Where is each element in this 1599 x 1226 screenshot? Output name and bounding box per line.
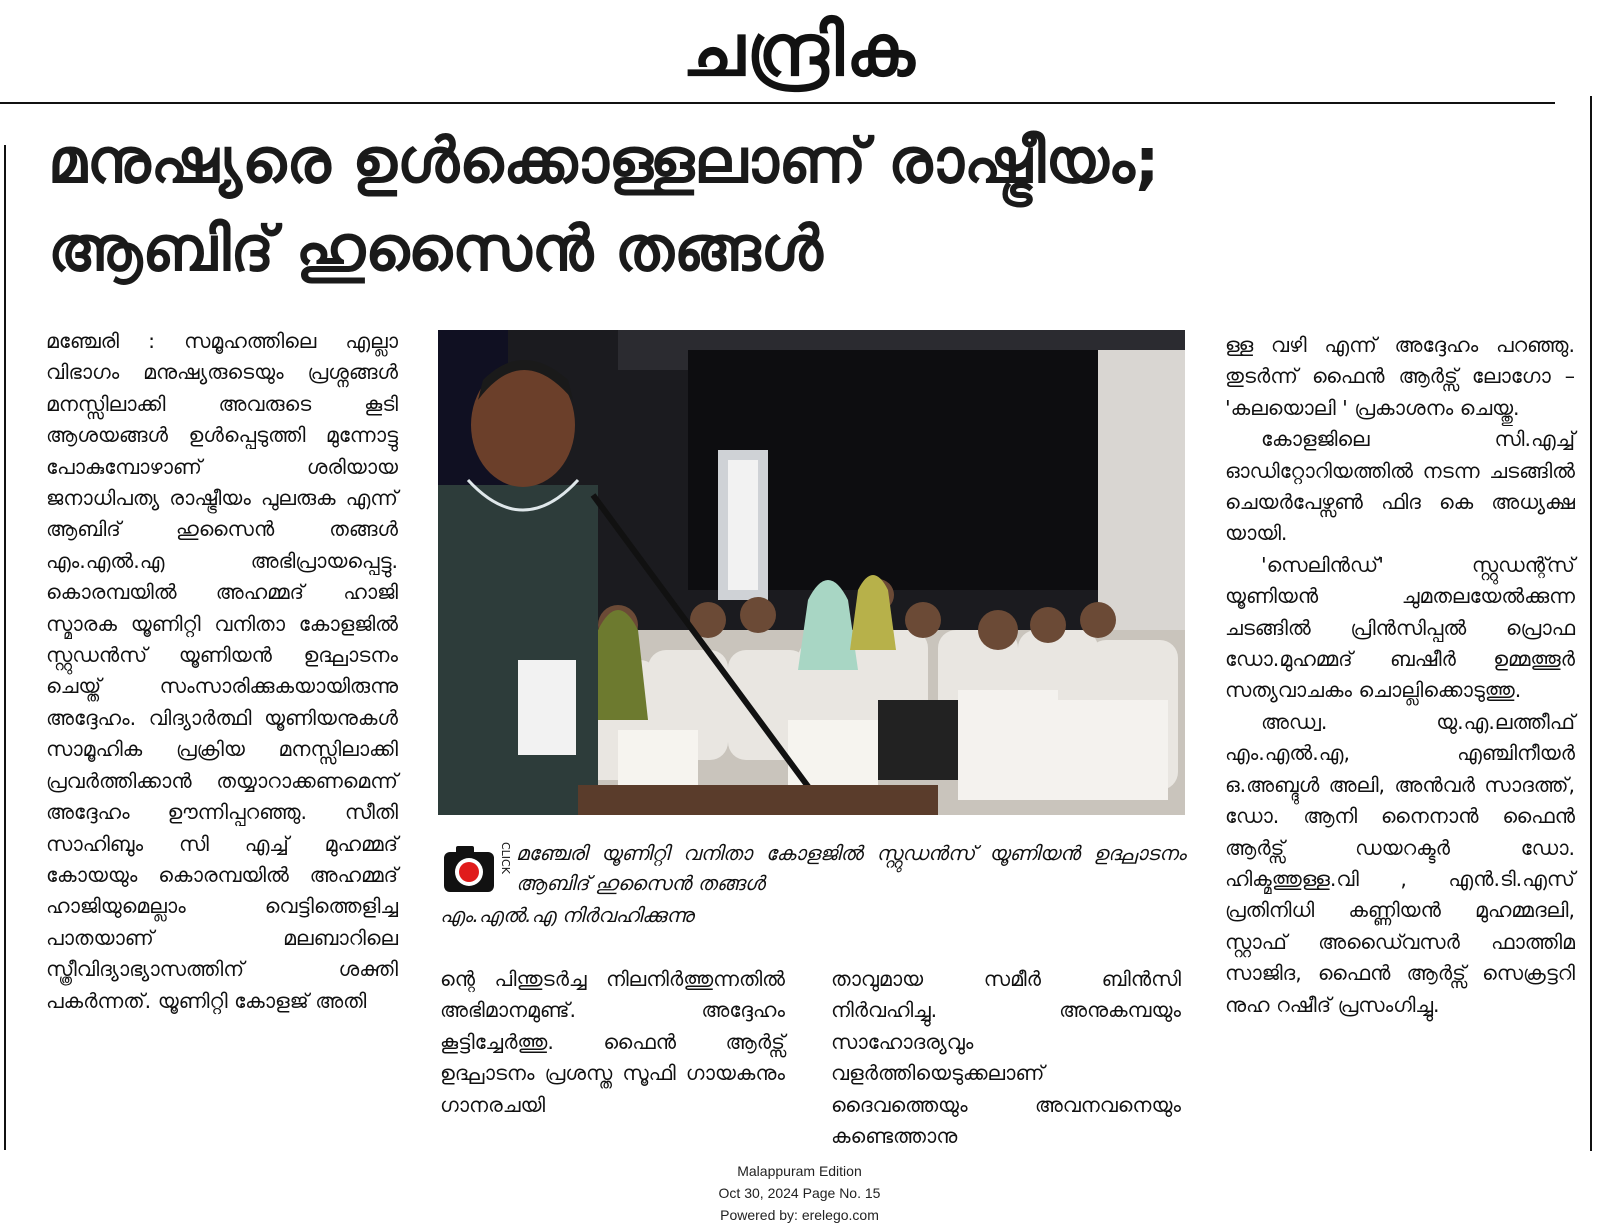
news-photo [438,330,1185,815]
article-text: താവുമായ സമീർ ബിൻസി നിർവഹിച്ചു. അനുകമ്പയും സാഹോദര്യവും വളർത്തിയെടുക്കലാണ് ദൈവത്തെയും അവനവനെയും കണ്ടെത്താനു [831,967,1181,1149]
camera-glyph [442,840,512,898]
masthead-rule [0,102,1555,104]
article-paragraph: ള്ള വഴി എന്ന് അദ്ദേഹം പറഞ്ഞു. തുടർന്ന് ഫൈൻ ആർട്സ് ലോഗോ – 'കലയൊലി ' പ്രകാശനം ചെയ്തു. [1225,333,1575,420]
article-column-1 [46,326,398,1017]
footer [0,1160,1599,1226]
headline-line-1: മനുഷ്യരെ ഉൾക്കൊള്ളലാണ് രാഷ്ട്രീയം; [48,124,1160,197]
caption-main: മഞ്ചേരി യൂണിറ്റി വനിതാ കോളജിൽ സ്റ്റുഡൻസ് യൂണിയൻ ഉദ്ഘാടനം ആബിദ് ഹുസൈൻ തങ്ങൾ [516,841,1186,895]
caption-tail: എം.എൽ.എ നിർവഹിക്കുന്നു [440,903,694,927]
newspaper-name: ചന്ദ്രിക [682,8,917,92]
article-paragraph: കോളജിലെ സി.എച്ച് ഓഡിറ്റോറിയത്തിൽ നടന്ന ചടങ്ങിൽ ചെയർപേഴ്സൺ ഫിദ കെ അധ്യക്ഷ യായി. [1225,427,1575,546]
right-border-rule [1590,96,1592,1151]
camera-icon [442,840,512,898]
masthead [0,0,1599,100]
article-text: മഞ്ചേരി : സമൂഹത്തിലെ എല്ലാ വിഭാഗം മനുഷ്യരുടെയും പ്രശ്നങ്ങൾ മനസ്സിലാക്കി അവരുടെ കൂടി ആശയങ്ങൾ ഉൾപ്പെടുത്തി മുന്നോട്ടു പോകുമ്പോഴാണ് ശരിയായ ജനാധിപത്യ രാഷ്ട്രീയം പുലരുക എന്ന് ആബിദ് ഹുസൈൻ തങ്ങൾ എം.എൽ.എ അഭിപ്രായപ്പെട്ടു. കൊരമ്പയിൽ അഹമ്മദ് ഹാജി സ്മാരക യൂണിറ്റി വനിതാ കോളജിൽ സ്റ്റുഡൻസ് യൂണിയൻ ഉദ്ഘാടനം ചെയ്ത് സംസാരിക്കുകയായിരുന്നു അദ്ദേഹം. വിദ്യാർത്ഥി യൂണിയനുകൾ സാമൂഹിക പ്രക്രിയ മനസ്സിലാക്കി പ്രവർത്തിക്കാൻ തയ്യാറാക്കണമെന്ന് അദ്ദേഹം ഊന്നിപ്പറഞ്ഞു. സീതി സാഹിബും സി എച്ച് മുഹമ്മദ് കോയയും കൊരമ്പയിൽ അഹമ്മദ് ഹാജിയുമെല്ലാം വെട്ടിത്തെളിച്ച പാതയാണ് മലബാറിലെ സ്ത്രീവിദ്യാഭ്യാസത്തിന് ശക്തി പകർന്നത്. യൂണിറ്റി കോളജ് അതി [46,329,398,1013]
headline [48,118,1548,294]
camera-icon-label: CLICK [499,842,512,874]
article-column-2 [440,964,785,1121]
article-text: ന്റെ പിന്തുടർച്ച നിലനിർത്തുന്നതിൽ അഭിമാനമുണ്ട്. അദ്ദേഹം കൂട്ടിച്ചേർത്തു. ഫൈൻ ആർട്സ് ഉദ്ഘാടനം പ്രശസ്ത സൂഫി ഗായകനും ഗാനരചയി [440,967,785,1117]
left-border-rule [4,145,6,1150]
article-column-4 [1225,330,1575,1021]
date-page-label: Oct 30, 2024 Page No. 15 [718,1185,881,1201]
edition-label: Malappuram Edition [737,1163,862,1179]
article-paragraph: അഡ്വ. യു.എ.ലത്തീഫ് എം.എൽ.എ, എഞ്ചിനീയർ ഒ.അബ്ദുൾ അലി, അൻവർ സാദത്ത്, ഡോ. ആനി നൈനാൻ ഫൈൻ ആർട്സ് ഡയറക്ടർ ഡോ. ഹിക്മത്തുള്ള.വി , എൻ.ടി.എസ് പ്രതിനിധി കണ്ണിയൻ മുഹമ്മദലി, സ്റ്റാഫ് അഡൈ്വസർ ഫാത്തിമ സാജിദ, ഫൈൻ ആർട്സ് സെക്രട്ടറി നുഹ റഷീദ് പ്രസംഗിച്ചു. [1225,709,1575,1017]
photo-speaker-at-podium [438,330,1185,815]
article-paragraph: 'സെലിൻഡ്' സ്റ്റുഡന്റ്സ് യൂണിയൻ ചുമതലയേൽക്കുന്ന ചടങ്ങിൽ പ്രിൻസിപ്പൽ പ്രൊഫ ഡോ.മുഹമ്മദ് ബഷീർ ഉമ്മത്തൂർ സത്യവാചകം ചൊല്ലിക്കൊടുത്തു. [1225,552,1575,703]
headline-line-2: ആബിദ് ഹുസൈൻ തങ്ങൾ [48,212,823,285]
article-column-3 [831,964,1181,1152]
powered-by-label: Powered by: erelego.com [720,1207,879,1223]
